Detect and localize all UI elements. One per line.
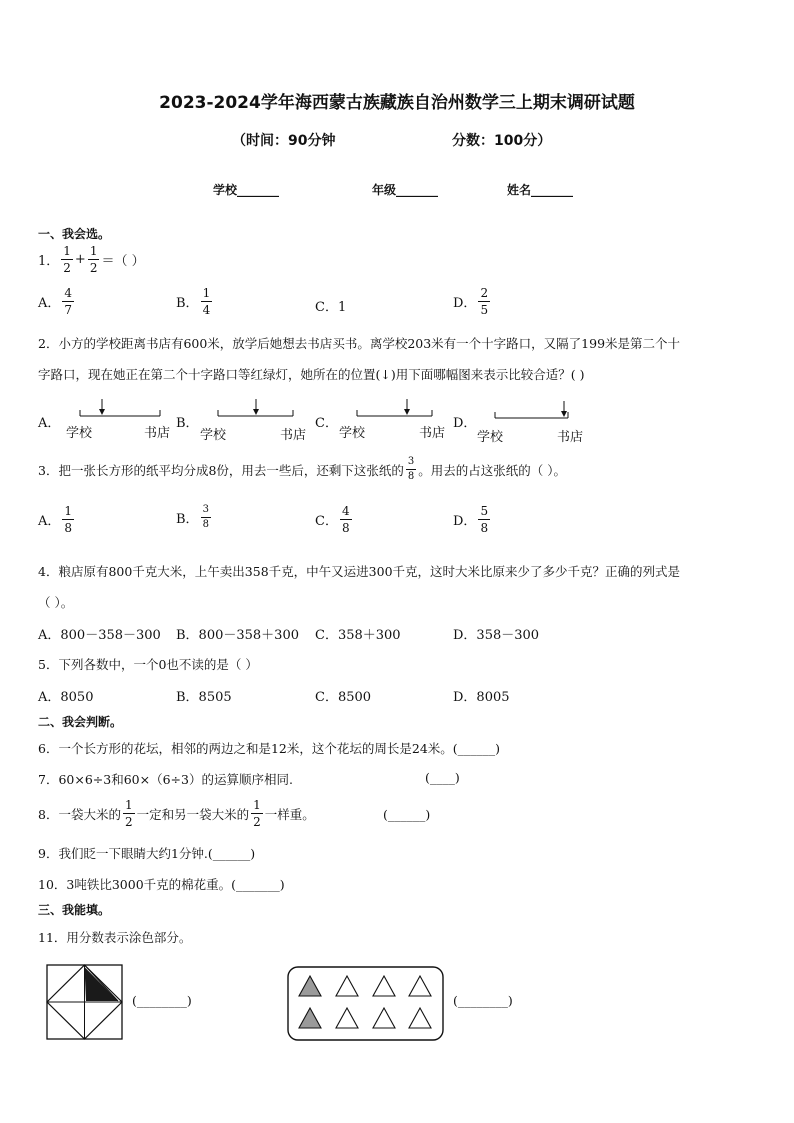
q1-option-c[interactable] [315, 296, 346, 315]
question-4-line-1: 4．粮店原有800千克大米，上午卖出358千克，中午又运进300千克，这时大米比原来少了多少千克？正确的列式是 [38, 564, 681, 579]
q1-fraction-2 [88, 245, 100, 274]
question-9[interactable]: 9．我们眨一下眼睛大约1分钟.(______) [38, 846, 256, 861]
q3-option-d-label: D． [453, 514, 477, 529]
score-label: 分数：100分） [452, 133, 552, 149]
question-4-line-2: （ ）。 [38, 595, 74, 610]
q1-b-den: 4 [202, 303, 211, 317]
q1-f1-den: 2 [63, 261, 71, 275]
q4-option-c[interactable]: C．358＋300 [315, 628, 401, 643]
page-title: 2023-2024学年海西蒙古族藏族自治州数学三上期末调研试题 [159, 93, 635, 113]
q4-option-b[interactable]: B．800－358＋300 [176, 628, 299, 643]
question-2-line-2: 字路口，现在她正在第二个十字路口等红绿灯，她所在的位置(↓)用下面哪幅图来表示比较合适？( ) [38, 367, 585, 382]
q2-option-b-store: 书店 [280, 428, 307, 443]
q4-option-d[interactable]: D．358－300 [453, 628, 540, 643]
q3-f-den: 8 [407, 471, 415, 482]
question-1 [38, 245, 145, 274]
q2-option-b-label: B． [176, 416, 199, 431]
q1-option-d[interactable] [453, 287, 492, 316]
q1-option-b-label: B． [176, 296, 199, 311]
name-field[interactable] [507, 181, 573, 198]
q3-option-b-fraction [201, 505, 211, 530]
q1-option-a-fraction [62, 287, 74, 316]
q3-fraction [406, 457, 416, 482]
q2-option-d-label: D． [453, 416, 477, 431]
q1-b-num: 1 [202, 286, 211, 300]
question-3 [38, 457, 566, 482]
section-3-heading: 三、我能填。 [38, 903, 111, 917]
q2-option-b-diagram [216, 398, 296, 420]
grade-field[interactable] [372, 181, 438, 198]
q5-option-d[interactable]: D．8005 [453, 690, 510, 705]
q3-option-d-fraction [478, 505, 490, 534]
q2-option-c-school: 学校 [339, 426, 366, 441]
q2-option-a[interactable] [38, 398, 171, 441]
question-6[interactable]: 6．一个长方形的花坛，相邻的两边之和是12米，这个花坛的周长是24米。(______) [38, 741, 501, 756]
q8-fraction-2 [251, 799, 263, 828]
q3-d-den: 8 [480, 521, 489, 535]
q2-option-c[interactable] [315, 398, 450, 440]
name-blank[interactable]: _______ [531, 183, 574, 197]
q3-option-a[interactable] [38, 505, 76, 534]
q3-option-c[interactable] [315, 505, 354, 534]
q1-f2-den: 2 [89, 261, 98, 275]
q5-option-c[interactable]: C．8500 [315, 690, 372, 705]
question-11: 11．用分数表示涂色部分。 [38, 930, 192, 945]
q2-option-b-school: 学校 [200, 428, 227, 443]
q1-fraction-1 [61, 245, 73, 274]
q8-pre: 8．一袋大米的 [38, 806, 121, 822]
q3-b-den: 8 [202, 519, 209, 530]
question-2-line-1: 2．小方的学校距离书店有600米，放学后她想去书店买书。离学校203米有一个十字路口，又隔了199米是第二个十 [38, 336, 681, 351]
q2-option-d-store: 书店 [557, 430, 584, 445]
q1-f1-num: 1 [63, 244, 71, 258]
q2-option-a-diagram [78, 398, 162, 420]
q1-a-num: 4 [64, 286, 73, 300]
q3-option-b[interactable] [176, 505, 213, 530]
section-2-heading: 二、我会判断。 [38, 715, 123, 729]
q11-figure-triangles [287, 966, 445, 1042]
q3-c-den: 8 [341, 521, 350, 535]
question-10[interactable]: 10．3吨铁比3000千克的棉花重。(_______) [38, 877, 285, 892]
q2-option-c-label: C． [315, 416, 338, 431]
q1-option-c-label: C． [315, 300, 338, 315]
q3-option-a-fraction [62, 505, 74, 534]
q1-a-den: 7 [64, 303, 73, 317]
q8-f1-den: 2 [124, 815, 133, 829]
q3-b-num: 3 [201, 505, 211, 518]
q1-option-d-label: D． [453, 296, 477, 311]
q1-option-a-label: A． [38, 296, 61, 311]
q8-mid: 一定和另一袋大米的 [136, 806, 250, 822]
q8-post: 一样重。 [264, 806, 315, 822]
q8-fraction-1 [123, 799, 135, 828]
q8-f1-num: 1 [124, 798, 133, 812]
q1-plus: + [74, 252, 86, 267]
q3-f-num: 3 [406, 457, 416, 470]
question-7: 7．60×6÷3和60×（6÷3）的运算顺序相同. [38, 772, 293, 787]
q3-post: 。用去的占这张纸的（ ）。 [418, 462, 567, 478]
q2-option-c-store: 书店 [419, 426, 446, 441]
q3-option-d[interactable] [453, 505, 492, 534]
q3-option-a-label: A． [38, 514, 61, 529]
q11-answer-1[interactable]: (________) [132, 993, 192, 1008]
question-8 [38, 799, 315, 828]
q11-answer-2[interactable]: (________) [453, 993, 513, 1008]
q8-f2-num: 1 [253, 798, 261, 812]
q3-c-num: 4 [341, 504, 350, 518]
q5-option-a[interactable]: A．8050 [38, 690, 94, 705]
q8-f2-den: 2 [253, 815, 261, 829]
q1-f2-num: 1 [89, 244, 98, 258]
q2-option-a-label: A． [38, 416, 61, 431]
q1-option-b-fraction [201, 287, 213, 316]
q1-option-c-text: 1 [337, 300, 347, 315]
q2-option-d-diagram [493, 398, 573, 422]
school-field[interactable] [213, 181, 279, 198]
name-label: 姓名 [507, 183, 532, 197]
question-5: 5．下列各数中，一个0也不读的是（ ） [38, 657, 258, 672]
school-label: 学校 [213, 183, 238, 197]
q1-option-a[interactable] [38, 287, 76, 316]
grade-label: 年级 [372, 183, 397, 197]
q4-option-a[interactable]: A．800－358－300 [38, 628, 161, 643]
q1-tail: ＝（ ） [101, 254, 145, 269]
section-1-heading: 一、我会选。 [38, 227, 111, 241]
grade-blank[interactable]: _______ [396, 183, 439, 197]
q2-option-d[interactable] [453, 398, 588, 445]
q2-option-d-school: 学校 [477, 430, 504, 445]
q1-option-b[interactable] [176, 287, 214, 316]
q2-option-a-school: 学校 [66, 426, 93, 441]
q3-option-c-label: C． [315, 514, 338, 529]
q3-option-c-fraction [340, 505, 352, 534]
q2-option-b[interactable] [176, 398, 311, 443]
q7-answer-blank[interactable]: (____) [425, 770, 460, 785]
school-blank[interactable]: _______ [237, 183, 280, 197]
time-label: （时间：90分钟 [232, 133, 336, 149]
q11-figure-square [46, 964, 126, 1042]
q3-d-num: 5 [480, 504, 489, 518]
q3-option-b-label: B． [176, 512, 199, 527]
q3-a-num: 1 [64, 504, 73, 518]
q1-d-num: 2 [480, 286, 489, 300]
q1-option-d-fraction [478, 287, 490, 316]
q3-a-den: 8 [64, 521, 73, 535]
q2-option-a-store: 书店 [144, 426, 171, 441]
q1-number: 1． [38, 254, 60, 269]
q3-pre: 3．把一张长方形的纸平均分成8份，用去一些后，还剩下这张纸的 [38, 462, 404, 478]
q5-option-b[interactable]: B．8505 [176, 690, 232, 705]
q2-option-c-diagram [355, 398, 435, 420]
q8-answer-blank[interactable]: (______) [383, 807, 431, 822]
q1-d-den: 5 [480, 303, 489, 317]
